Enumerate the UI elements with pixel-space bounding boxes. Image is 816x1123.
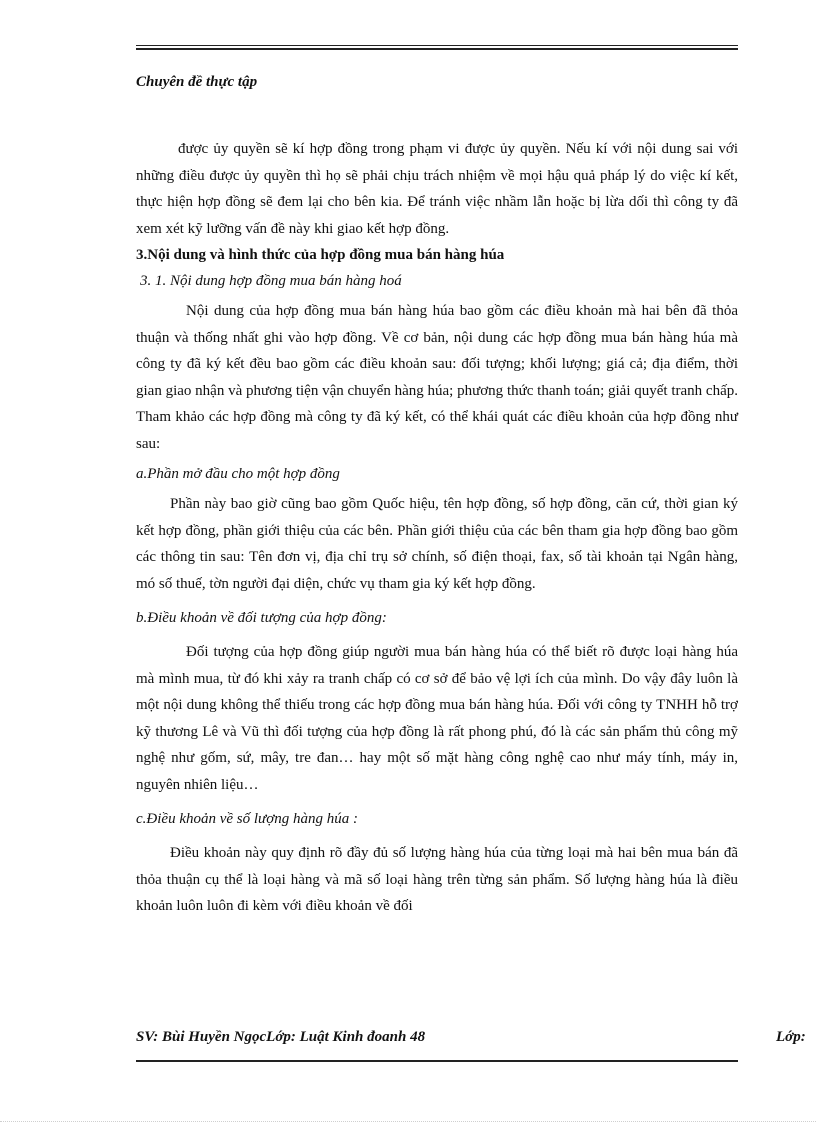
heading-a-opening: a.Phần mở đầu cho một hợp đồng — [136, 466, 340, 482]
paragraph-subject: Đối tượng của hợp đồng giúp người mua bán hàng húa có thể biết rõ được loại hàng húa mà mình mua, từ đó khi xảy ra tranh chấp có cơ sở để bảo vệ lợi ích của mình. Do vậy đây luôn là một nội dung không thể thiếu trong các hợp đồng mua bán hàng húa. Đối với công ty TNHH hỗ trợ kỹ thương Lê và Vũ thì đối tượng của hợp đồng là rất phong phú, đó là các sản phẩm thủ công mỹ nghệ như gốm, sứ, mây, tre đan… hay một số mặt hàng công nghệ cao như máy tính, máy in, nguyên nhiên liệu… — [136, 644, 738, 793]
paragraph-opening: Phần này bao giờ cũng bao gồm Quốc hiệu, tên hợp đồng, số hợp đồng, căn cứ, thời gian ký kết hợp đồng, phần giới thiệu của các bên. Phần giới thiệu của các bên tham gia hợp đồng bao gồm các thông tin sau: Tên đơn vị, địa chỉ trụ sở chính, số điện thoại, fax, số tài khoản tại Ngân hàng, mó số thuế, tờn người đại diện, chức vụ tham gia ký kết hợp đồng. — [136, 496, 738, 592]
header-rule-thick — [136, 48, 738, 50]
paragraph-continuation: được ủy quyền sẽ kí hợp đồng trong phạm vi được ủy quyền. Nếu kí với nội dung sai với những điều được ủy quyền thì họ sẽ phải chịu trách nhiệm về mọi hậu quả pháp lý do việc kí kết, thực hiện hợp đồng sẽ đem lại cho bên kia. Để tránh việc nhầm lẫn hoặc bị lừa dối thì công ty đã xem xét kỹ lưỡng vấn đề này khi giao kết hợp đồng. — [136, 141, 738, 237]
page-body — [136, 136, 738, 920]
heading-c-quantity: c.Điều khoản về số lượng hàng húa : — [136, 811, 358, 827]
header-rule-thin — [136, 45, 738, 46]
paragraph-quantity: Điều khoản này quy định rõ đầy đủ số lượng hàng húa của từng loại mà hai bên mua bán đã thỏa thuận cụ thể là loại hàng và mã số loại hàng trên từng sản phẩm. Số lượng hàng húa là điều khoản luôn luôn đi kèm với điều khoản về đối — [136, 845, 738, 914]
paragraph-contract-content: Nội dung của hợp đồng mua bán hàng húa bao gồm các điều khoản mà hai bên đã thỏa thuận và thống nhất ghi vào hợp đồng. Về cơ bản, nội dung các hợp đồng mua bán hàng húa mà công ty đã ký kết đều bao gồm các điều khoản sau: đối tượng; khối lượng; giá cả; địa điểm, thời gian giao nhận và phương tiện vận chuyển hàng húa; phương thức thanh toán; giải quyết tranh chấp. Tham khảo các hợp đồng mà công ty đã ký kết, có thể khái quát các điều khoản của hợp đồng như sau: — [136, 303, 738, 452]
page-edge-dotted-line — [0, 1121, 816, 1122]
document-header-title: Chuyên đề thực tập — [136, 74, 258, 90]
subsection-heading-3-1: 3. 1. Nội dung hợp đồng mua bán hàng hoá — [140, 273, 402, 289]
footer-student-info: SV: Bùi Huyền NgọcLớp: Luật Kinh đoanh 48 — [136, 1029, 426, 1045]
section-heading-3: 3.Nội dung và hình thức của hợp đồng mua bán hàng húa — [136, 247, 505, 263]
heading-b-subject: b.Điều khoản về đối tượng của hợp đồng: — [136, 610, 387, 626]
footer-class-label: Lớp: — [776, 1029, 806, 1045]
footer-rule — [136, 1060, 738, 1062]
